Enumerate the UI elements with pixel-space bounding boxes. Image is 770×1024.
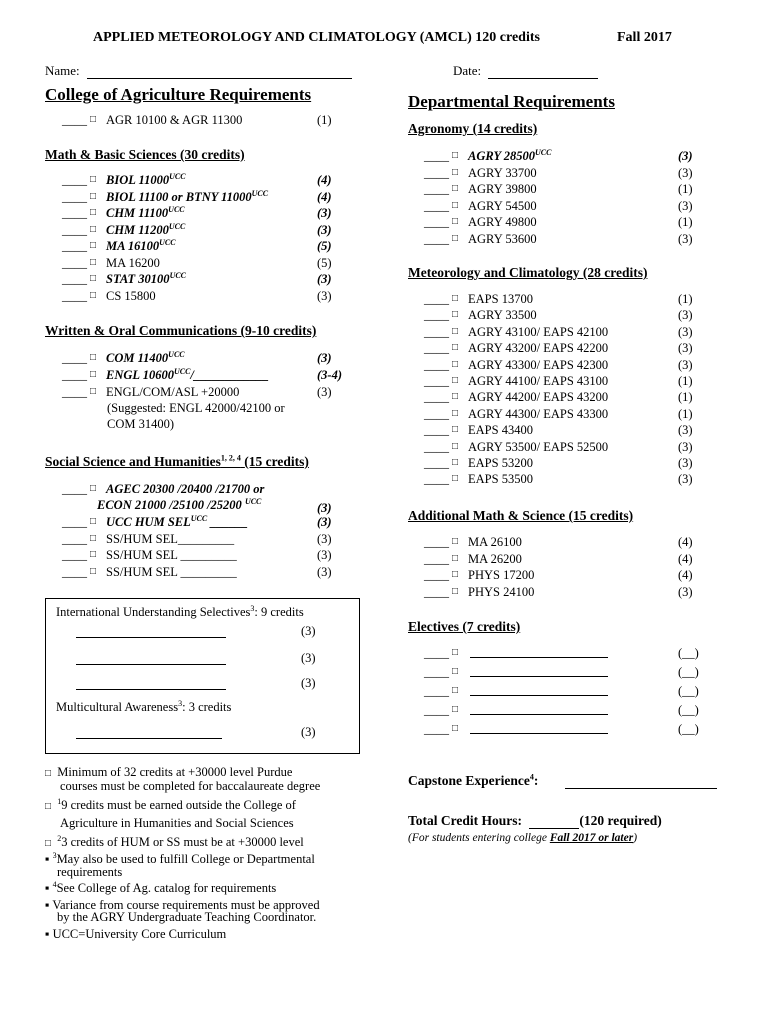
course-name: ENGL/COM/ASL +20000 (106, 385, 240, 399)
elective-row[interactable] (424, 683, 709, 700)
checkoff-blank[interactable]: ____ (424, 165, 449, 180)
checkoff-blank[interactable]: ____ (62, 173, 87, 187)
checkbox-icon[interactable]: □ (452, 199, 459, 211)
course-name: EAPS 53200 (468, 456, 533, 470)
course-name: PHYS 24100 (468, 584, 535, 599)
course-credits: (3) (678, 149, 693, 163)
elective-row[interactable] (424, 702, 709, 719)
course-credits: (3) (317, 206, 332, 220)
checkoff-blank[interactable]: ____ (424, 568, 449, 582)
checkoff-blank[interactable]: ____ (424, 324, 449, 339)
course-credits: (1) (678, 406, 693, 421)
checkbox-icon[interactable]: □ (90, 369, 97, 380)
checkbox-icon[interactable]: □ (452, 358, 459, 370)
written-section-heading: Written & Oral Communications (9-10 credits) (45, 323, 317, 338)
total-note: (For students entering college Fall 2017 or later) (408, 832, 638, 844)
course-credits: (3) (678, 341, 693, 356)
math-course-row[interactable] (62, 255, 347, 272)
checkbox-icon[interactable]: □ (452, 216, 459, 227)
checkoff-blank[interactable]: ____ (424, 357, 449, 372)
course-credits: (5) (317, 255, 332, 270)
checkoff-blank[interactable]: ____ (424, 292, 449, 306)
checkbox-icon[interactable]: □ (90, 273, 97, 284)
capstone-label: Capstone Experience$^4$: (408, 772, 539, 788)
intl-blank-1[interactable] (76, 624, 226, 638)
multicultural-credits: (3) (301, 725, 316, 739)
checkbox-icon[interactable]: □ (90, 207, 97, 218)
math-course-row[interactable] (62, 288, 347, 305)
course-name: MA 26200 (468, 551, 522, 566)
course-name: AGRY 53600 (468, 231, 537, 246)
course-credits: (1) (678, 374, 693, 388)
checkoff-blank[interactable]: ____ (62, 564, 87, 579)
intl-credits-2: (3) (301, 651, 316, 665)
intl-label: International Understanding Selectives$^3$: 9 credits (56, 603, 304, 619)
course-credits: (3) (317, 515, 332, 529)
agronomy-course-row[interactable] (424, 165, 708, 182)
course-credits: (3) (317, 548, 332, 562)
meteorology-course-row[interactable] (424, 471, 708, 488)
course-name: AGRY 43100/ EAPS 42100 (468, 324, 609, 339)
meteorology-course-row[interactable] (424, 340, 708, 357)
checkoff-blank[interactable]: ____ (424, 308, 449, 323)
course-name: CHM $11100^{UCC}$ (106, 204, 185, 220)
course-name: SS/HUM SEL _________ (106, 564, 237, 579)
note-see-catalog: ▪ $^4$See College of Ag. catalog for requirements (45, 879, 277, 895)
checkoff-blank[interactable]: ____ (424, 684, 449, 698)
elective-credits: (__) (678, 722, 699, 736)
checkoff-blank[interactable]: ____ (62, 206, 87, 220)
checkoff-blank[interactable]: ____ (424, 341, 449, 356)
checkbox-icon[interactable]: □ (452, 685, 459, 696)
total-input-line[interactable] (529, 816, 579, 829)
course-credits: (1) (678, 182, 693, 196)
name-label: Name: (45, 63, 80, 78)
checkoff-blank[interactable]: ____ (62, 272, 87, 286)
course-credits: (5) (317, 239, 332, 253)
checkbox-icon[interactable]: □ (452, 585, 459, 597)
math-course-row[interactable] (62, 205, 347, 222)
multicultural-label: Multicultural Awareness$^3$: 3 credits (56, 698, 232, 714)
additional-math-course-row[interactable] (424, 567, 708, 584)
course-name: BIOL 11100 or BTNY $11000^{UCC}$ (106, 188, 269, 204)
checkoff-blank[interactable]: ____ (424, 646, 449, 660)
course-name: AGRY 44200/ EAPS 43200 (468, 390, 609, 405)
checkoff-blank[interactable]: ____ (424, 722, 449, 736)
name-field[interactable] (45, 63, 352, 79)
multicultural-blank[interactable] (76, 725, 222, 739)
course-name: EAPS 13700 (468, 292, 533, 306)
checkbox-icon[interactable]: □ (452, 569, 459, 580)
document-title: APPLIED METEOROLOGY AND CLIMATOLOGY (AMCL) 120 credits (93, 30, 540, 45)
checkbox-icon[interactable]: □ (452, 325, 459, 337)
course-credits: (3) (317, 385, 332, 399)
course-name: COM $11400^{UCC}$ (106, 349, 185, 365)
intl-blank-2[interactable] (76, 651, 226, 665)
course-credits: (3) (678, 456, 693, 470)
checkbox-icon[interactable]: □ (452, 440, 459, 452)
checkoff-blank[interactable]: ____ (424, 456, 449, 470)
social-course-row[interactable] (62, 564, 347, 581)
checkoff-blank[interactable]: ____ (62, 351, 87, 365)
agr-credits: (1) (317, 113, 332, 127)
course-name: STAT $30100^{UCC}$ (106, 270, 187, 286)
checkoff-blank[interactable]: ____ (62, 189, 87, 204)
course-credits: (3) (678, 357, 693, 372)
course-credits: (3) (317, 288, 332, 303)
course-name: AGRY 53500/ EAPS 52500 (468, 439, 609, 454)
course-name: AGRY 49800 (468, 215, 537, 229)
elective-credits: (__) (678, 646, 699, 660)
elective-course-blank[interactable] (470, 645, 608, 658)
course-name: MA 16200 (106, 255, 160, 270)
course-name: AGRY $28500^{UCC}$ (468, 147, 552, 163)
course-name: AGRY 39800 (468, 182, 537, 196)
course-name: AGRY 44300/ EAPS 43300 (468, 406, 609, 421)
checkoff-blank[interactable]: ____ (424, 439, 449, 454)
checkbox-icon[interactable]: □ (452, 647, 459, 658)
checkbox-icon[interactable]: □ (90, 289, 97, 301)
checkbox-icon[interactable]: □ (452, 183, 459, 194)
written-course-row[interactable] (62, 350, 347, 367)
elective-row[interactable] (424, 721, 709, 738)
checkbox-icon[interactable]: □ (452, 309, 459, 321)
checkoff-blank[interactable]: ____ (424, 231, 449, 246)
checkbox-icon[interactable]: □ (452, 473, 459, 485)
international-understanding-box (45, 598, 360, 754)
agronomy-course-row[interactable] (424, 198, 708, 215)
checkoff-blank[interactable]: ____ (62, 531, 87, 546)
course-credits: (4) (317, 189, 332, 204)
course-name: CS 15800 (106, 288, 156, 303)
checkoff-blank[interactable]: ____ (424, 535, 449, 549)
checkoff-blank[interactable]: ____ (62, 385, 87, 399)
checkbox-icon[interactable]: □ (452, 150, 459, 161)
course-credits: (4) (678, 535, 693, 549)
checkbox-icon[interactable]: □ (452, 536, 459, 547)
course-name: BIOL $11000^{UCC}$ (106, 171, 186, 187)
checkoff-blank[interactable]: ____ (62, 255, 87, 270)
course-credits: (3) (678, 308, 693, 323)
checkoff-blank[interactable]: ____ (424, 584, 449, 599)
electives-section-heading: Electives (7 credits) (408, 619, 521, 634)
meteorology-course-row[interactable] (424, 422, 708, 439)
math-course-row[interactable] (62, 172, 347, 189)
agronomy-course-row[interactable] (424, 148, 708, 165)
course-credits: (3) (678, 584, 693, 599)
meteorology-course-row[interactable] (424, 406, 708, 423)
agec-credits: (3) (317, 501, 332, 515)
checkbox-icon[interactable]: □ (452, 407, 459, 419)
meteorology-course-row[interactable] (424, 324, 708, 341)
checkbox-icon[interactable]: □ (90, 174, 97, 185)
agec-course-line2: ECON 21000 /25100 /25200 (97, 498, 242, 512)
agronomy-course-row[interactable] (424, 231, 708, 248)
elective-course-blank[interactable] (470, 721, 608, 734)
elective-row[interactable] (424, 664, 709, 681)
checkbox-icon[interactable]: □ (90, 516, 97, 527)
checkoff-blank[interactable]: ____ (424, 406, 449, 421)
elective-row[interactable] (424, 645, 709, 662)
checkbox-icon[interactable]: □ (90, 386, 97, 397)
course-name: SS/HUM SEL _________ (106, 548, 237, 562)
checkoff-blank[interactable]: ____ (424, 149, 449, 163)
checkbox-icon[interactable]: □ (452, 457, 459, 468)
written-suggested-line2: COM 31400) (107, 417, 175, 431)
elective-credits: (__) (678, 684, 699, 698)
course-name: AGRY 44100/ EAPS 43100 (468, 374, 609, 388)
course-credits: (3) (317, 272, 332, 286)
course-credits: (4) (678, 551, 693, 566)
written-course-row[interactable] (62, 384, 347, 401)
checkoff-blank[interactable]: ____ (424, 215, 449, 229)
checkbox-icon[interactable]: □ (90, 532, 97, 544)
checkbox-icon[interactable]: □ (90, 352, 97, 363)
checkbox-icon[interactable]: □ (90, 240, 97, 251)
intl-blank-3[interactable] (76, 676, 226, 690)
course-name: AGRY 43300/ EAPS 42300 (468, 357, 609, 372)
course-credits: (3) (678, 198, 693, 213)
course-name: MA 26100 (468, 535, 522, 549)
checkoff-blank[interactable]: ____ (62, 515, 87, 529)
intl-credits-1: (3) (301, 624, 316, 638)
course-name: UCC HUM $SEL^{UCC}$ ______ (106, 513, 248, 529)
checkoff-blank[interactable]: ____ (424, 665, 449, 679)
note-variance: ▪ Variance from course requirements must be approved by the AGRY Undergraduate Teaching Coordinator. (45, 898, 320, 924)
elective-course-blank[interactable] (470, 683, 608, 696)
written-suggested-line1: (Suggested: ENGL 42000/42100 or (107, 401, 285, 415)
note-min-credits: □ Minimum of 32 credits at +30000 level Purdue courses must be completed for baccalaureate degree (45, 765, 321, 793)
note-may-fulfill: ▪ $^3$May also be used to fulfill College or Departmental requirements (45, 850, 315, 879)
elective-credits: (__) (678, 665, 699, 679)
college-requirements-heading: College of Agriculture Requirements (45, 85, 312, 104)
meteorology-section-heading: Meteorology and Climatology (28 credits) (408, 265, 648, 280)
agronomy-course-row[interactable] (424, 181, 708, 198)
date-field[interactable] (453, 63, 598, 79)
checkbox-icon[interactable]: □ (452, 424, 459, 436)
checkoff-blank[interactable]: ____ (62, 222, 87, 237)
course-name: CHM $11200^{UCC}$ (106, 221, 186, 237)
checkbox-icon[interactable]: □ (452, 704, 459, 715)
intl-credits-3: (3) (301, 676, 316, 690)
course-name: AGRY 43200/ EAPS 42200 (468, 341, 609, 356)
course-credits: (1) (678, 215, 693, 229)
additional-math-course-row[interactable] (424, 551, 708, 568)
social-course-row[interactable] (62, 547, 347, 564)
course-credits: (3) (678, 472, 693, 487)
course-credits: (4) (678, 568, 693, 582)
checkoff-blank[interactable]: ____ (424, 703, 449, 717)
course-credits: (3) (317, 351, 332, 365)
checkbox-icon[interactable]: □ (90, 223, 97, 235)
math-course-row[interactable] (62, 189, 347, 206)
checkoff-blank[interactable]: ____ (424, 423, 449, 438)
agr-row[interactable]: ____ □ AGR 10100 & AGR 11300 (1) (62, 113, 332, 127)
checkbox-icon[interactable]: □ (90, 190, 97, 202)
agec-row[interactable]: ____ □ AGEC 20300 /20400 /21700 or (62, 482, 265, 496)
checkoff-blank[interactable]: ____ (424, 374, 449, 388)
course-name: SS/HUM SEL_________ (106, 531, 235, 546)
agr-course: AGR 10100 & AGR 11300 (106, 113, 243, 127)
checkbox-icon[interactable]: □ (452, 342, 459, 354)
meteorology-course-row[interactable] (424, 389, 708, 406)
course-credits: (3) (678, 439, 693, 454)
course-name: ENGL $10600^{UCC}/\_\_\_\_\_\_\_\_\_\_\_\_$ (106, 366, 269, 382)
total-credit-hours: Total Credit Hours: (120 required) (408, 813, 662, 828)
checkbox-icon[interactable]: □ (90, 256, 97, 268)
checkoff-blank[interactable]: ____ (424, 472, 449, 487)
course-credits: (3) (317, 222, 332, 237)
social-course-row[interactable] (62, 531, 347, 548)
additional-math-course-row[interactable] (424, 584, 708, 601)
checkbox-icon[interactable]: □ (90, 565, 97, 577)
agec-course-line1: AGEC 20300 /20400 /21700 or (106, 482, 265, 496)
course-credits: (3) (678, 324, 693, 339)
checkbox-icon[interactable]: □ (452, 666, 459, 677)
meteorology-course-row[interactable] (424, 291, 708, 308)
checkbox-icon[interactable]: □ (452, 293, 459, 304)
written-course-row[interactable] (62, 367, 347, 384)
agec-row-2: ECON 21000 /25100 /25200 $^{UCC}$ (3) (97, 496, 332, 515)
course-name: AGRY 54500 (468, 198, 537, 213)
elective-credits: (__) (678, 703, 699, 717)
course-name: PHYS 17200 (468, 568, 535, 582)
date-label: Date: (453, 63, 482, 78)
checkoff-blank[interactable]: ____ (424, 182, 449, 196)
checkbox-icon[interactable]: □ (452, 375, 459, 386)
course-name: MA $16100^{UCC}$ (106, 237, 176, 253)
checkbox-icon[interactable]: □ (90, 549, 97, 560)
note-hum-ss: □ $^2$3 credits of HUM or SS must be at +30000 level (45, 833, 304, 849)
term-label: Fall 2017 (617, 30, 672, 45)
checkoff-blank[interactable]: ____ (62, 288, 87, 303)
departmental-requirements-heading: Departmental Requirements (408, 92, 615, 111)
checkoff-blank[interactable]: ____ (62, 239, 87, 253)
course-name: AGRY 33700 (468, 165, 537, 180)
checkbox-icon[interactable]: □ (452, 723, 459, 734)
agronomy-section-heading: Agronomy (14 credits) (408, 121, 538, 136)
meteorology-course-row[interactable] (424, 307, 708, 324)
math-course-row[interactable] (62, 238, 347, 255)
course-credits: (1) (678, 390, 693, 405)
checkoff-blank[interactable]: ____ (424, 551, 449, 566)
course-credits: (4) (317, 173, 332, 187)
checkbox-icon[interactable]: □ (452, 552, 459, 564)
course-name: EAPS 43400 (468, 423, 533, 438)
meteorology-course-row[interactable] (424, 455, 708, 472)
name-input-line[interactable] (87, 66, 352, 79)
meteorology-course-row[interactable] (424, 357, 708, 374)
math-course-row[interactable] (62, 271, 347, 288)
elective-course-blank[interactable] (470, 702, 608, 715)
elective-course-blank[interactable] (470, 664, 608, 677)
course-name: AGRY 33500 (468, 308, 537, 323)
note-ucc: ▪ UCC=University Core Curriculum (45, 927, 227, 941)
social-course-row[interactable] (62, 514, 347, 531)
checkoff-blank[interactable]: ____ (62, 548, 87, 562)
course-credits: (3) (317, 564, 332, 579)
checkoff-blank[interactable]: ____ (424, 198, 449, 213)
math-section-heading: Math & Basic Sciences (30 credits) (45, 147, 245, 162)
meteorology-course-row[interactable] (424, 373, 708, 390)
additional-math-course-row[interactable] (424, 534, 708, 551)
checkoff-blank[interactable]: ____ (62, 368, 87, 382)
course-credits: (3) (678, 165, 693, 180)
meteorology-course-row[interactable] (424, 439, 708, 456)
math-course-row[interactable] (62, 222, 347, 239)
agronomy-course-row[interactable] (424, 214, 708, 231)
checkbox-icon[interactable]: □ (452, 166, 459, 178)
date-input-line[interactable] (488, 66, 598, 79)
course-credits: (3) (317, 531, 332, 546)
social-section-heading: Social Science and Humanities$^{1, 2, 4}$ (15 credits) (45, 453, 309, 469)
additional-math-section-heading: Additional Math & Science (15 credits) (408, 508, 634, 523)
course-credits: (3) (678, 231, 693, 246)
capstone-input-line[interactable] (565, 775, 717, 789)
course-credits: (3-4) (317, 368, 342, 382)
checkbox-icon[interactable]: □ (452, 232, 459, 244)
course-credits: (1) (678, 292, 693, 306)
course-name: EAPS 53500 (468, 472, 533, 487)
checkbox-icon[interactable]: □ (452, 391, 459, 403)
note-outside-college: □ $^1$9 credits must be earned outside the College of Agriculture in Humanities and Social Sciences (45, 796, 296, 830)
course-credits: (3) (678, 423, 693, 438)
checkoff-blank[interactable]: ____ (424, 390, 449, 405)
